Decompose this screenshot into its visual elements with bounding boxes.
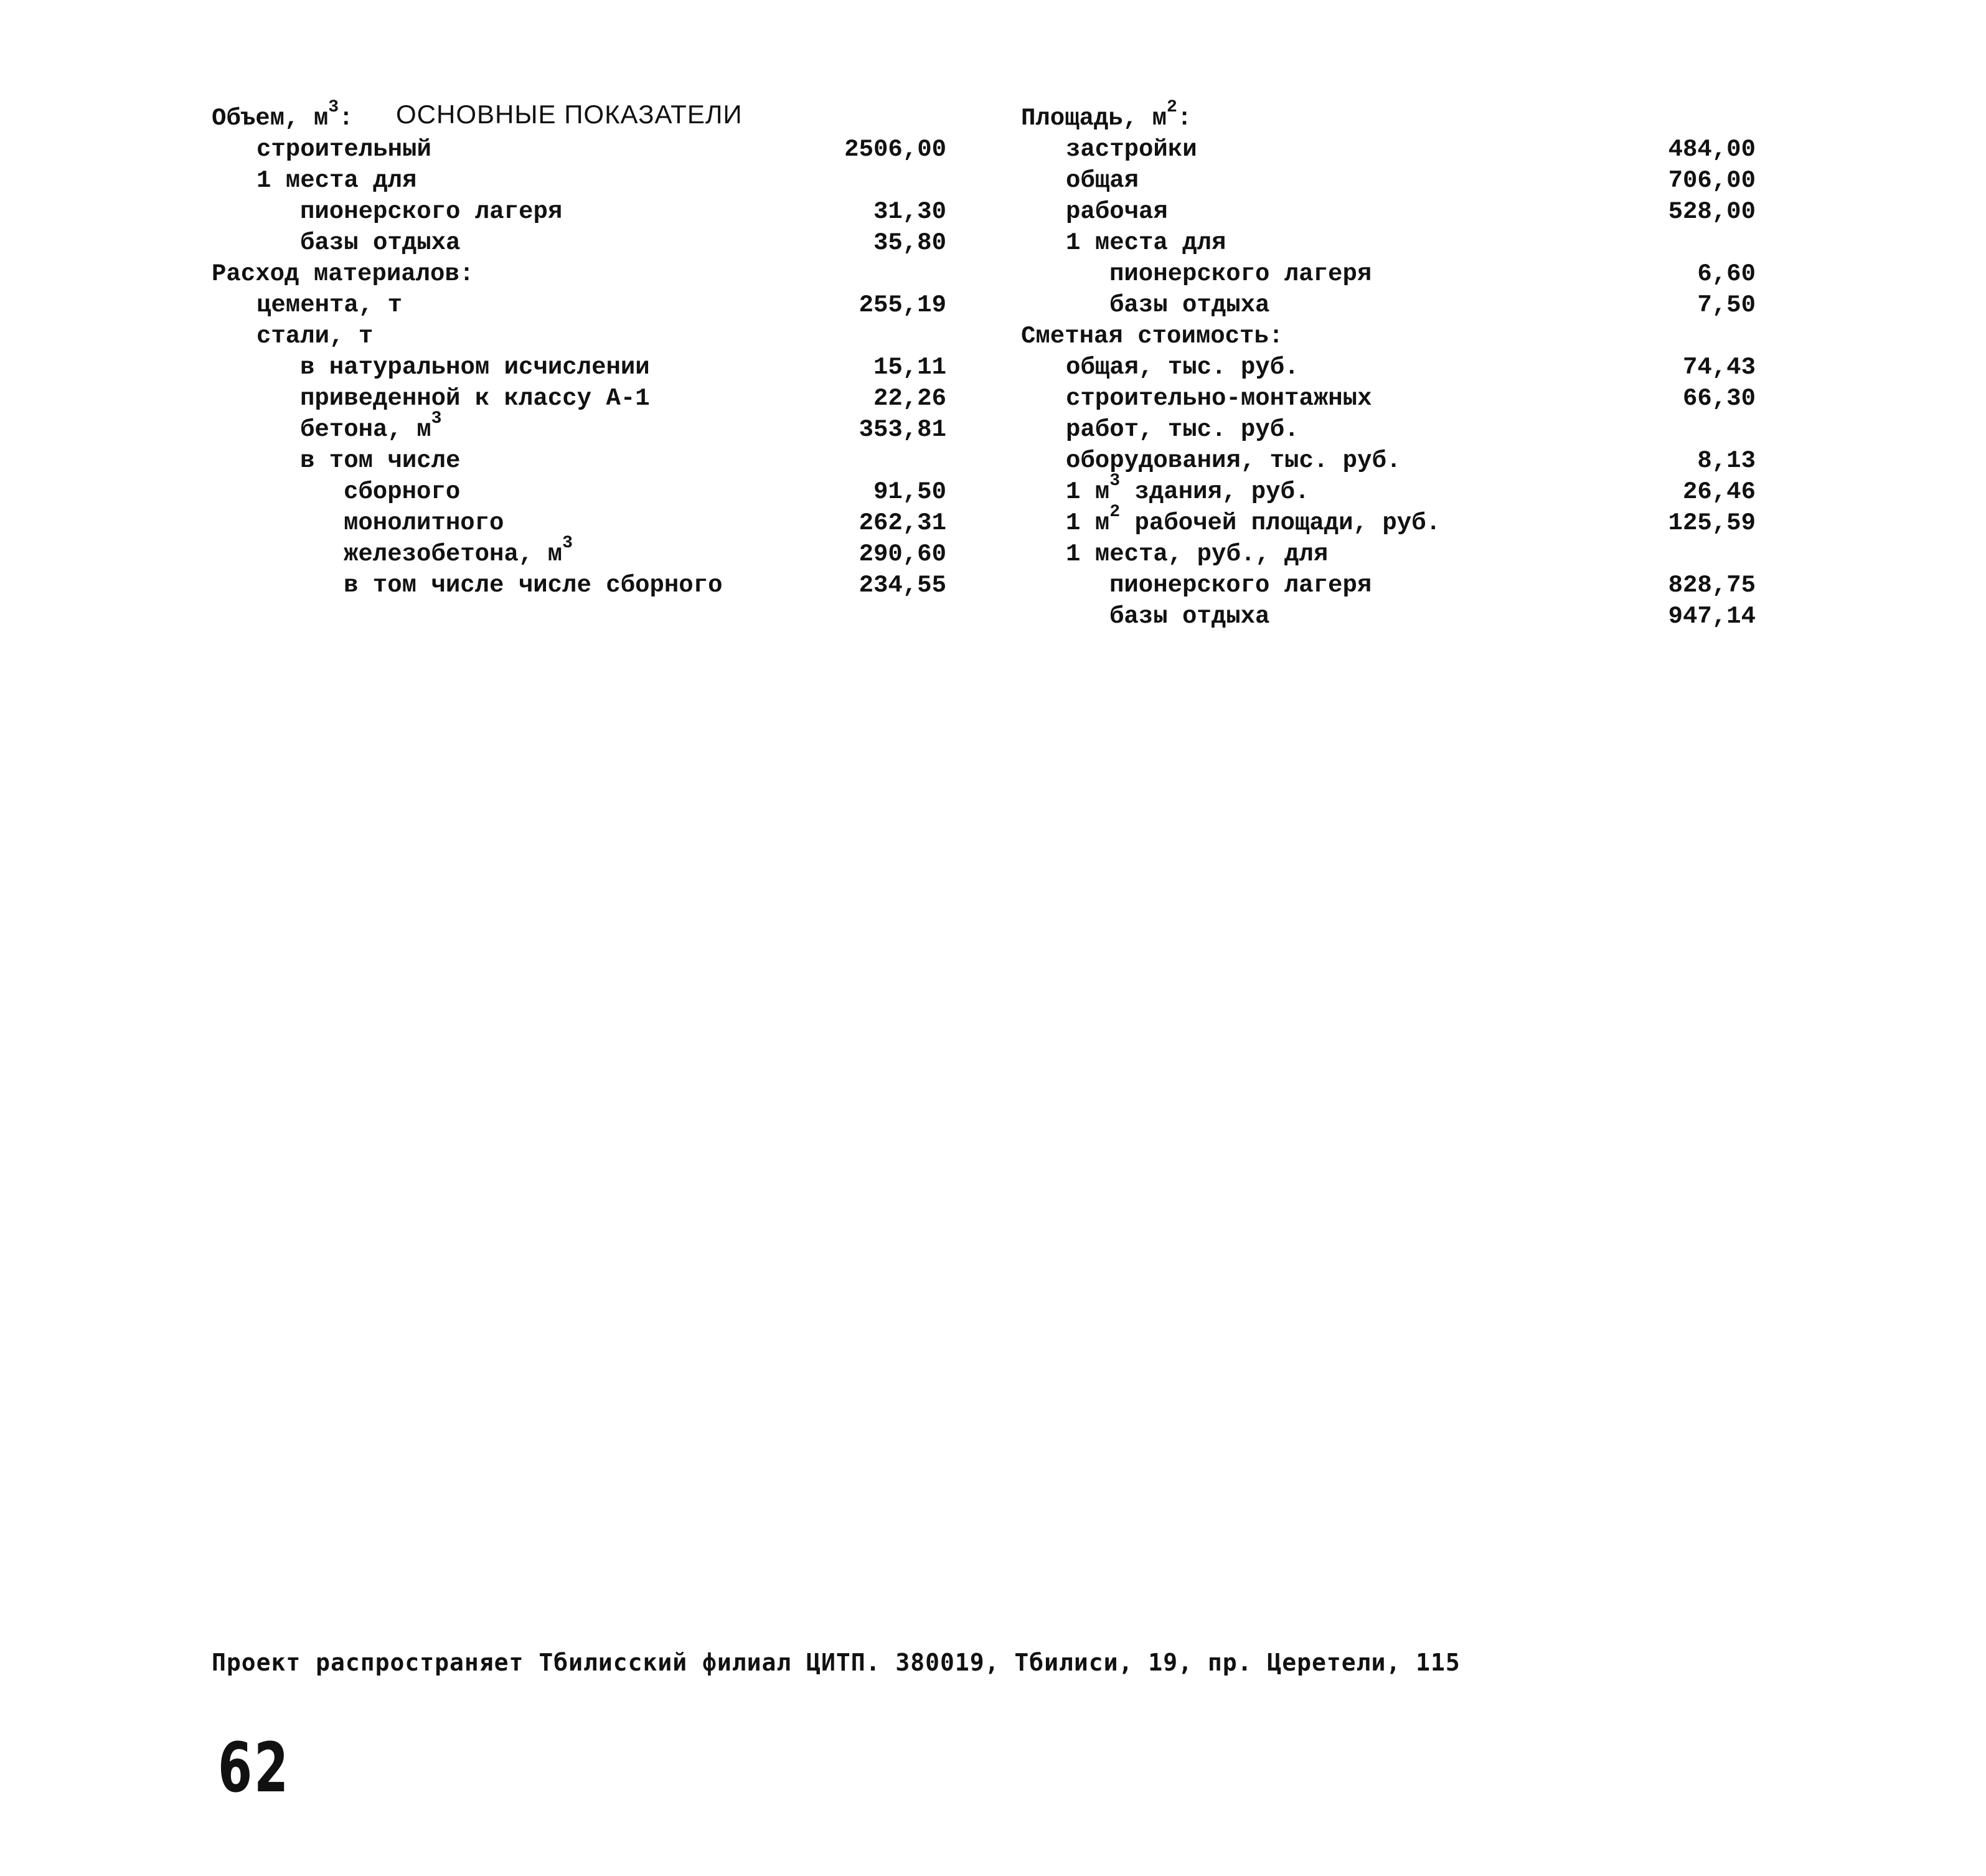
indicator-label: цемента, т (256, 291, 403, 319)
indicator-row (212, 570, 946, 601)
indicator-value: 706,00 (1668, 167, 1756, 194)
indicator-row (212, 507, 946, 539)
indicator-label: 1 места для (256, 167, 417, 194)
page-number: 62 (218, 1728, 290, 1808)
indicator-value: 484,00 (1668, 136, 1756, 163)
indicator-label: монолитного (344, 509, 504, 537)
indicator-value: 6,60 (1697, 260, 1756, 288)
indicator-value: 255,19 (859, 291, 946, 319)
indicator-row (1021, 196, 1756, 227)
indicator-row (1021, 97, 1756, 134)
indicator-row (1021, 352, 1756, 383)
indicator-label: железобетона, $м^3$ (344, 533, 573, 568)
indicator-label: Объем, $м^3$: (212, 97, 354, 132)
indicator-value: 125,59 (1668, 509, 1756, 537)
indicator-label: базы отдыха (1109, 291, 1270, 319)
indicator-value: 8,13 (1697, 447, 1756, 474)
indicator-row (1021, 165, 1756, 196)
right-indicators-column (1021, 97, 1756, 632)
indicator-label: пионерского лагеря (300, 198, 563, 225)
indicator-label: рабочая (1066, 198, 1168, 225)
indicator-value: 262,31 (859, 509, 946, 537)
indicator-label: работ, тыс. руб. (1066, 416, 1299, 443)
indicator-row (1021, 321, 1756, 352)
indicator-row (1021, 290, 1756, 321)
indicator-label: Площадь, $м^2$: (1021, 97, 1192, 132)
indicator-value: 91,50 (873, 478, 946, 506)
indicator-row (1021, 134, 1756, 165)
indicator-label: сборного (344, 478, 461, 506)
indicator-label: бетона, $м^3$ (300, 408, 442, 443)
indicator-label: Сметная стоимость: (1021, 323, 1284, 350)
indicator-label: базы отдыха (1109, 603, 1270, 630)
indicator-row (1021, 258, 1756, 290)
indicator-row (212, 258, 946, 290)
indicator-label: 1 $м^2$ рабочей площади, руб. (1066, 502, 1441, 537)
indicator-row (212, 408, 946, 445)
indicator-label: базы отдыха (300, 229, 461, 257)
indicator-value: 290,60 (859, 540, 946, 568)
indicator-row (1021, 414, 1756, 445)
indicator-row (1021, 471, 1756, 507)
indicator-value: 35,80 (873, 229, 946, 257)
indicator-row (212, 227, 946, 258)
indicator-row (212, 445, 946, 476)
indicator-value: 26,46 (1682, 478, 1756, 506)
indicator-value: 2506,00 (844, 136, 946, 163)
indicator-label: в том числе числе сборного (344, 572, 723, 599)
indicator-label: общая (1066, 167, 1139, 194)
indicator-label: 1 места, руб., для (1066, 540, 1329, 568)
indicator-label: строительно-монтажных (1066, 385, 1372, 412)
indicator-row (1021, 601, 1756, 632)
indicator-row (212, 165, 946, 196)
indicator-row (212, 476, 946, 507)
indicator-value: 66,30 (1682, 385, 1756, 412)
indicator-row (1021, 539, 1756, 570)
indicator-label: в том числе (300, 447, 461, 474)
indicator-label: Расход материалов: (212, 260, 474, 288)
indicator-label: общая, тыс. руб. (1066, 354, 1299, 381)
indicator-value: 828,75 (1668, 572, 1756, 599)
left-indicators-column (212, 97, 946, 601)
indicator-row (212, 196, 946, 227)
indicator-value: 7,50 (1697, 291, 1756, 319)
indicator-row (1021, 383, 1756, 414)
indicator-label: пионерского лагеря (1109, 572, 1372, 599)
indicator-label: стали, т (256, 323, 374, 350)
indicator-label: 1 места для (1066, 229, 1226, 257)
indicator-row (212, 321, 946, 352)
indicator-value: 234,55 (859, 572, 946, 599)
indicator-row (212, 97, 946, 134)
indicator-value: 15,11 (873, 354, 946, 381)
indicator-value: 31,30 (873, 198, 946, 225)
indicator-value: 947,14 (1668, 603, 1756, 630)
indicator-value: 353,81 (859, 416, 946, 443)
indicator-value: 22,26 (873, 385, 946, 412)
indicator-label: застройки (1066, 136, 1197, 163)
indicator-row (212, 383, 946, 414)
indicator-row (212, 290, 946, 321)
indicator-label: 1 $м^3$ здания, руб. (1066, 471, 1310, 506)
indicator-row (212, 533, 946, 570)
indicator-value: 528,00 (1668, 198, 1756, 225)
indicator-row (212, 352, 946, 383)
indicator-label: строительный (256, 136, 431, 163)
distribution-footer: Проект распространяет Тбилисский филиал ЦИТП. 380019, Тбилиси, 19, пр. Церетели, 115 (212, 1649, 1461, 1676)
indicator-row (212, 134, 946, 165)
indicator-label: пионерского лагеря (1109, 260, 1372, 288)
indicator-row (1021, 445, 1756, 476)
indicator-row (1021, 227, 1756, 258)
indicator-row (1021, 570, 1756, 601)
indicator-value: 74,43 (1682, 354, 1756, 381)
indicator-row (1021, 502, 1756, 539)
indicator-label: приведенной к классу А-1 (300, 385, 650, 412)
page-heading: ОСНОВНЫЕ ПОКАЗАТЕЛИ (396, 100, 743, 129)
indicator-label: в натуральном исчислении (300, 354, 650, 381)
indicator-label: оборудования, тыс. руб. (1066, 447, 1401, 474)
